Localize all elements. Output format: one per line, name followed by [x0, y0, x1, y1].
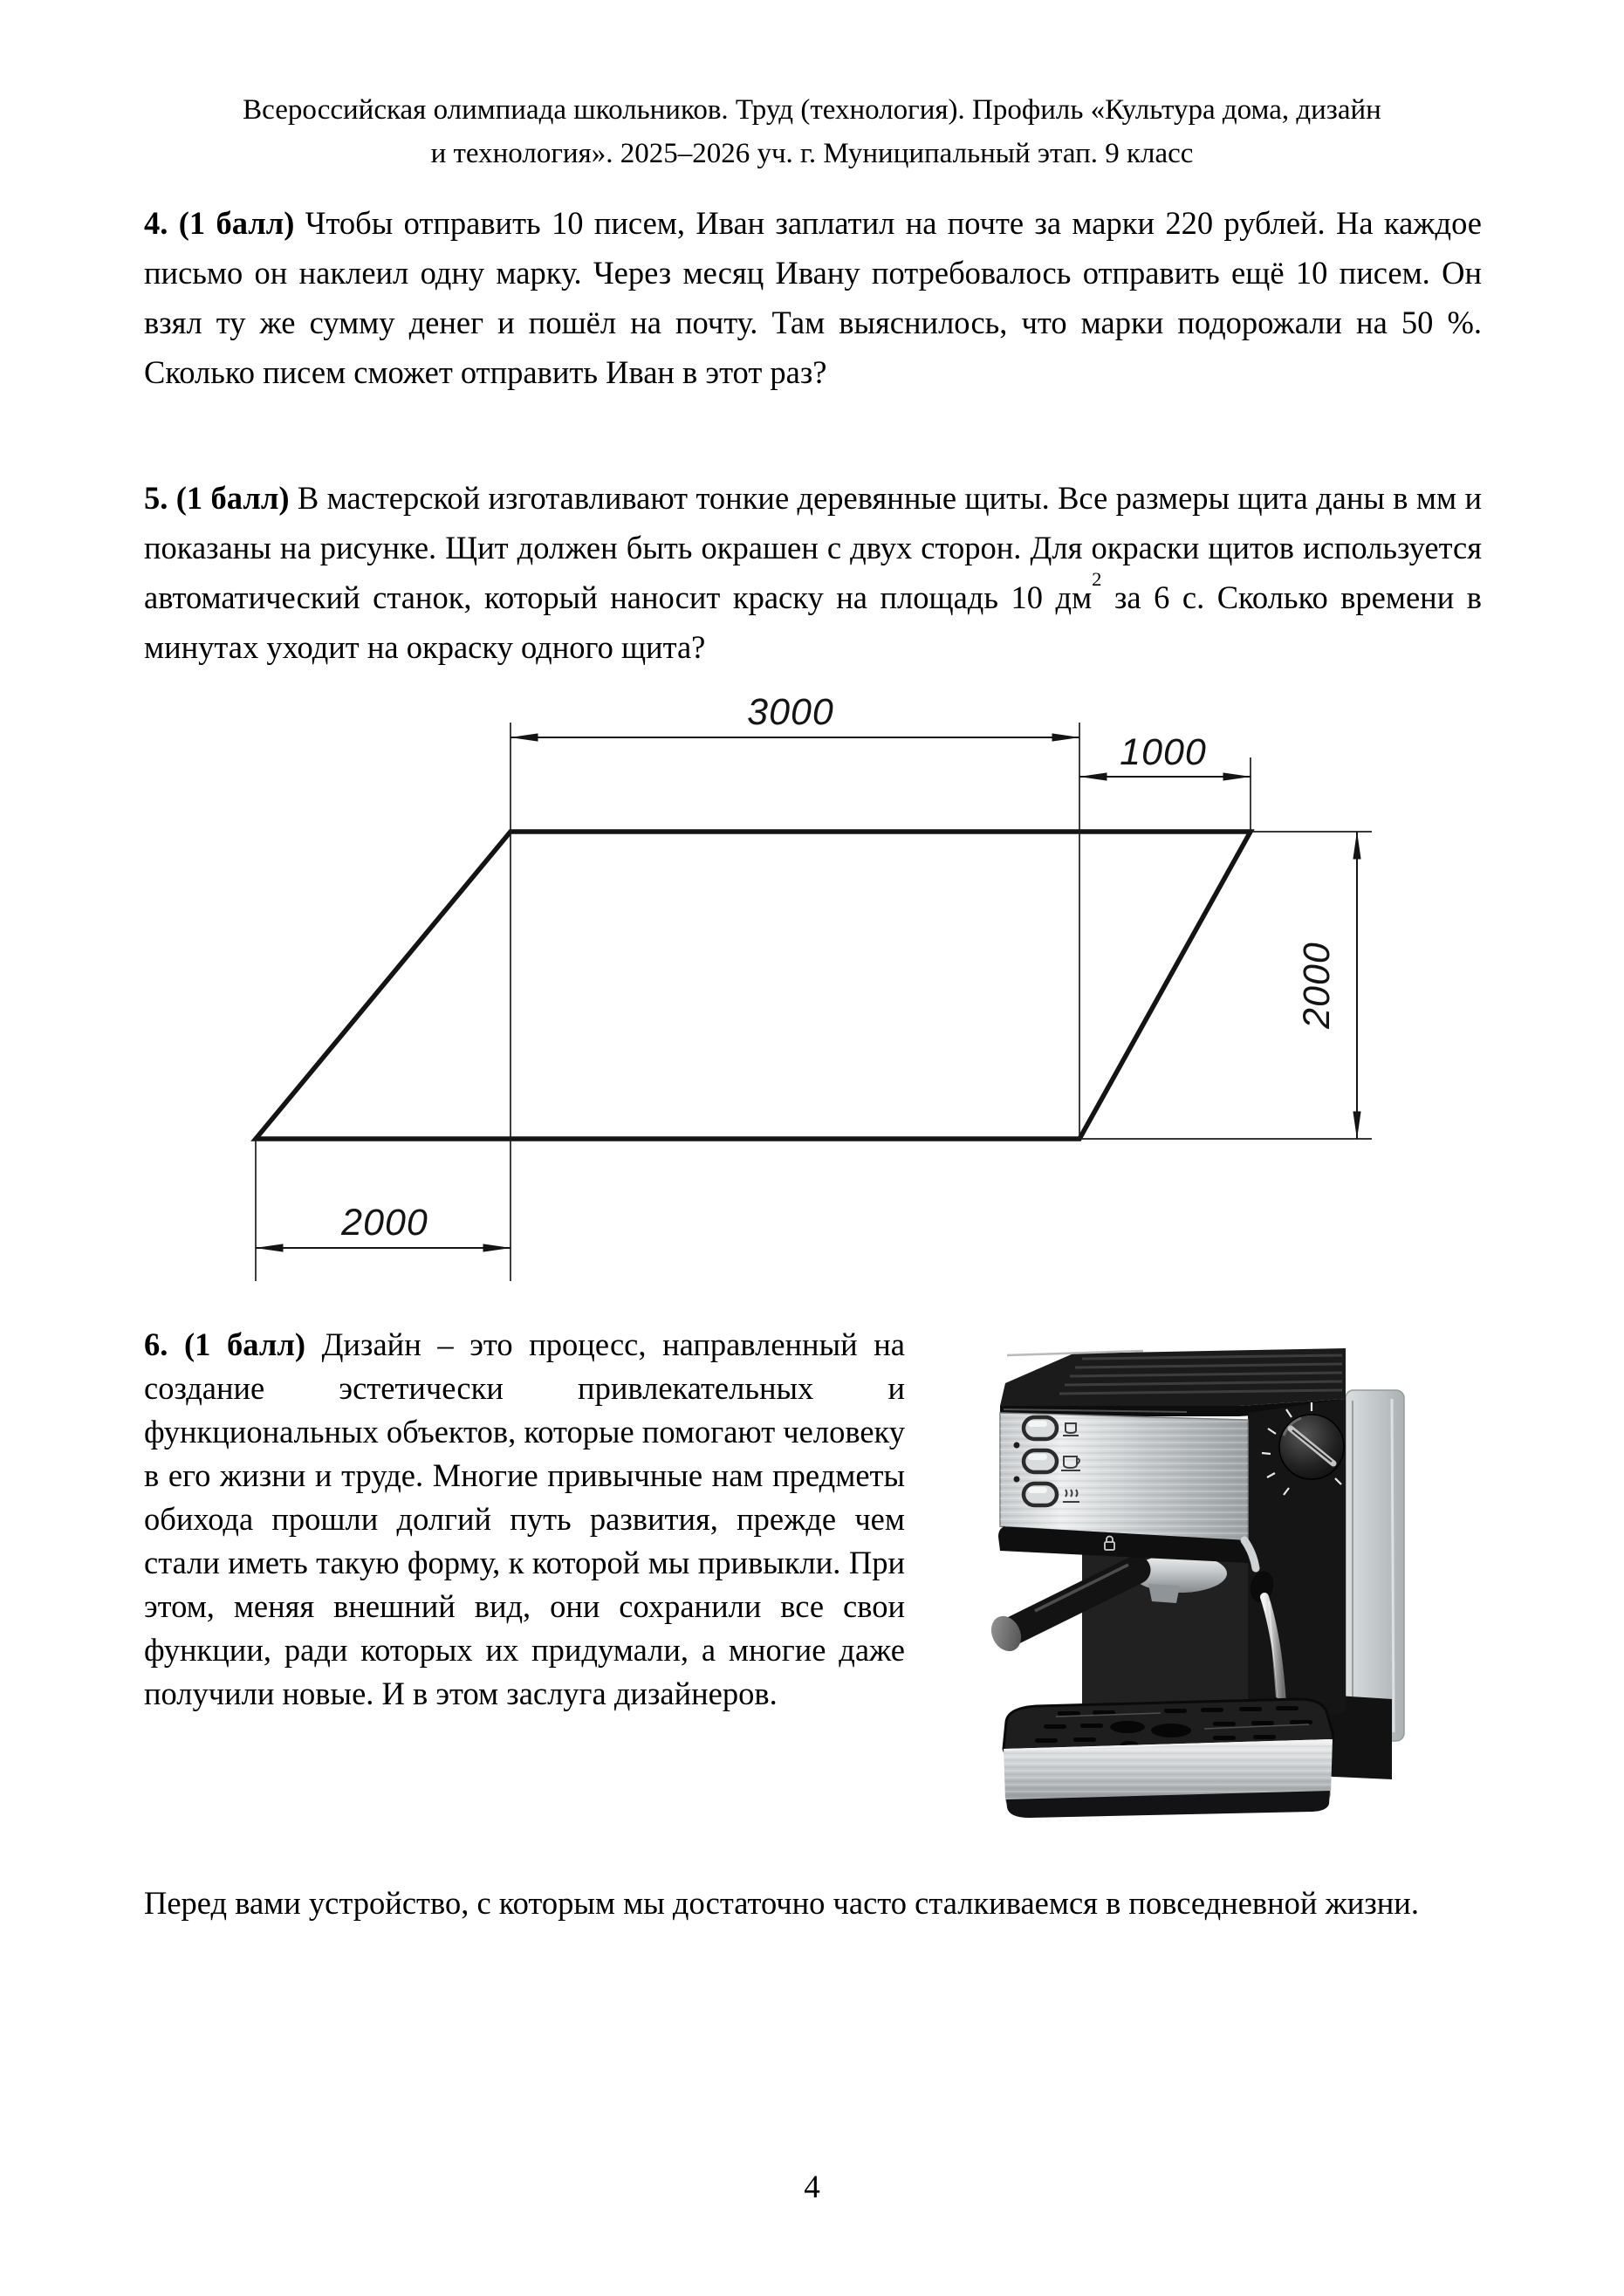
- dimension-label-2000-right: 2000: [1296, 942, 1338, 1029]
- indicator-led-1: [1014, 1443, 1020, 1449]
- shield-dimension-drawing: [201, 681, 1440, 1292]
- button-espresso-small: [1024, 1417, 1057, 1439]
- question-4-points-label: 4. (1 балл): [144, 205, 295, 241]
- portafilter-spout-block: [1148, 1584, 1180, 1603]
- cup-rest-hole-1: [1110, 1721, 1145, 1733]
- page-header: [0, 88, 1624, 175]
- header-line-2: и технология». 2025–2026 уч. г. Муниципальный этап. 9 класс: [430, 138, 1194, 169]
- question-4-text: Чтобы отправить 10 писем, Иван заплатил на почте за марки 220 рублей. На каждое письмо он наклеил одну марку. Через месяц Ивану потребовалось отправить ещё 10 писем. Он взял ту же сумму денег и пошёл на почту. Там выяснилось, что марки подорожали на 50 %. Сколько писем сможет отправить Иван в этот раз?: [144, 205, 1482, 390]
- question-6-tail: Перед вами устройство, с которым мы достаточно часто сталкиваемся в повседневной жизни.: [144, 1885, 1419, 1921]
- page-number: 4: [804, 2169, 820, 2205]
- espresso-machine-photo: [951, 1322, 1431, 1833]
- question-5-text-part2: за 6 с. Сколько времени в минутах уходит на окраску одного щита?: [144, 579, 1482, 665]
- question-4: [144, 198, 1482, 397]
- drip-tray-apron: [1004, 1739, 1333, 1818]
- cup-rest-hole-2: [1151, 1724, 1191, 1737]
- dimension-label-2000-bottom: 2000: [341, 1202, 428, 1244]
- question-5: [144, 473, 1482, 672]
- question-6-points-label: 6. (1 балл): [144, 1326, 305, 1362]
- dimension-label-3000: 3000: [747, 691, 834, 733]
- header-line-1: Всероссийская олимпиада школьников. Труд (технология). Профиль «Культура дома, дизайн: [243, 94, 1381, 126]
- indicator-led-2: [1014, 1477, 1020, 1483]
- water-tank: [1346, 1390, 1404, 1741]
- cup-warming-tray: [1000, 1348, 1346, 1416]
- button-steam: [1024, 1484, 1057, 1505]
- button-espresso-double: [1024, 1450, 1057, 1472]
- question-6: [144, 1323, 905, 1716]
- shield-outline: [256, 832, 1251, 1139]
- question-6-text: Дизайн – это процесс, направленный на создание эстетически привлекательных и функциональных объектов, которые помогают человеку в его жизни и труде. Многие привычные нам предметы обихода прошли долгий путь развития, прежде чем стали иметь такую форму, к которой мы привыкли. При этом, меняя внешний вид, они сохранили все свои функции, ради которых их придумали, а многие даже получили новые. И в этом заслуга дизайнеров.: [144, 1326, 906, 1711]
- question-5-points-label: 5. (1 балл): [144, 480, 290, 516]
- question-5-text-part1: В мастерской изготавливают тонкие деревянные щиты. Все размеры щита даны в мм и показаны на рисунке. Щит должен быть окрашен с двух сторон. Для окраски щитов используется автоматический станок, который наносит краску на площадь 10 дм: [144, 480, 1483, 615]
- square-superscript: 2: [1092, 568, 1102, 591]
- dimension-label-1000: 1000: [1120, 731, 1207, 773]
